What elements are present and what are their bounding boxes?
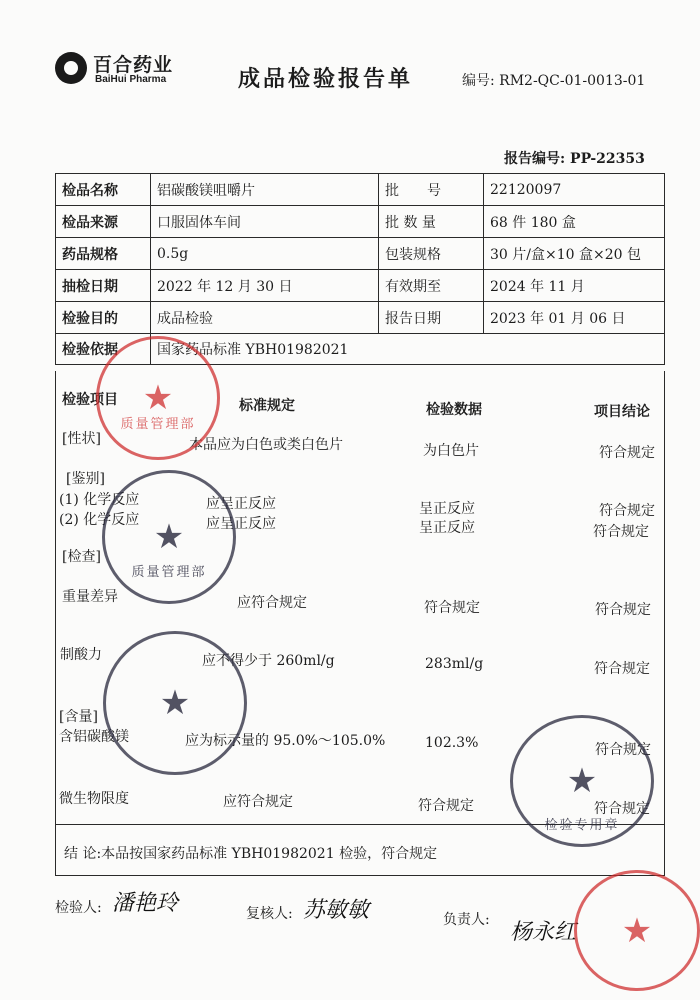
acid-item: 制酸力 xyxy=(60,647,102,663)
ident1-data: 呈正反应 xyxy=(419,501,475,517)
quality-dept-stamp-blue xyxy=(102,470,236,604)
acid-conclusion: 符合规定 xyxy=(594,661,650,677)
stamp-star-icon: ★ xyxy=(566,761,598,801)
batch-label: 批 号 xyxy=(379,174,484,206)
micro-standard: 应符合规定 xyxy=(223,794,293,810)
inspector-signature: 潘艳玲 xyxy=(112,891,179,916)
document-number xyxy=(462,70,645,90)
responsible-label: 负责人: xyxy=(443,912,490,928)
weight-item: 重量差异 xyxy=(62,589,118,605)
check-section: [检查] xyxy=(62,549,101,565)
responsible-stamp-red xyxy=(574,870,700,991)
acid-standard: 应不得少于 260ml/g xyxy=(202,653,335,669)
content-standard: 应为标示量的 95.0%～105.0% xyxy=(185,733,386,749)
stamp-star-icon: ★ xyxy=(621,910,653,951)
inspection-seal xyxy=(510,715,654,847)
micro-item: 微生物限度 xyxy=(59,791,129,807)
quantity-value: 68 件 180 盒 xyxy=(484,206,665,238)
company-logo xyxy=(55,50,195,90)
report-date-value: 2023 年 01 月 06 日 xyxy=(484,302,665,334)
weight-standard: 应符合规定 xyxy=(237,595,307,611)
conclusion-text: 结 论:本品按国家药品标准 YBH01982021 检验，符合规定 xyxy=(64,846,438,862)
stamp-star-icon: ★ xyxy=(142,378,174,418)
ident1-item: (1) 化学反应 xyxy=(59,492,140,508)
traits-data: 为白色片 xyxy=(423,443,479,459)
batch-value: 22120097 xyxy=(484,174,665,206)
source-value: 口服固体车间 xyxy=(151,206,379,238)
micro-conclusion: 符合规定 xyxy=(594,801,650,817)
report-number xyxy=(504,148,645,168)
micro-data: 符合规定 xyxy=(418,798,474,814)
spec-label: 药品规格 xyxy=(56,238,151,270)
ident2-item: (2) 化学反应 xyxy=(59,512,140,528)
acid-data: 283ml/g xyxy=(425,656,484,672)
traits-conclusion: 符合规定 xyxy=(599,445,655,461)
header-standard: 标准规定 xyxy=(239,398,295,414)
sampling-date-value: 2022 年 12 月 30 日 xyxy=(151,270,379,302)
content-data: 102.3% xyxy=(425,735,479,751)
logo-chinese-name: 百合药业 xyxy=(93,54,174,76)
stamp-star-icon: ★ xyxy=(153,517,185,557)
document-number-label: 编号: xyxy=(462,73,495,89)
inspector-label: 检验人: xyxy=(55,900,102,916)
content-section: [含量] xyxy=(59,709,98,725)
document-number-value: RM2-QC-01-0013-01 xyxy=(499,73,646,89)
source-label: 检品来源 xyxy=(56,206,151,238)
expiry-value: 2024 年 11 月 xyxy=(484,270,665,302)
ident-section: [鉴别] xyxy=(66,471,105,487)
product-name-label: 检品名称 xyxy=(56,174,151,206)
ident2-conclusion: 符合规定 xyxy=(593,524,649,540)
basis-label: 检验依据 xyxy=(56,334,151,365)
stamp-star-icon: ★ xyxy=(159,683,191,723)
quantity-label: 批 数 量 xyxy=(379,206,484,238)
basis-value: 国家药品标准 YBH01982021 xyxy=(151,334,665,365)
header-item: 检验项目 xyxy=(62,392,118,408)
company-stamp-blue xyxy=(103,631,247,775)
logo-english-name: BaiHui Pharma xyxy=(95,74,167,85)
stamp-label: 质量管理部 xyxy=(120,417,196,432)
responsible-signature: 杨永红 xyxy=(510,920,577,945)
stamp-label: 质量管理部 xyxy=(131,565,207,580)
header-conclusion: 项目结论 xyxy=(594,404,650,420)
content-conclusion: 符合规定 xyxy=(595,742,651,758)
package-value: 30 片/盒×10 盒×20 包 xyxy=(484,238,665,270)
weight-data: 符合规定 xyxy=(424,600,480,616)
package-label: 包装规格 xyxy=(379,238,484,270)
report-number-value: PP-22353 xyxy=(570,151,645,167)
ident2-data: 呈正反应 xyxy=(419,520,475,536)
sampling-date-label: 抽检日期 xyxy=(56,270,151,302)
purpose-label: 检验目的 xyxy=(56,302,151,334)
content-item: 含铝碳酸镁 xyxy=(59,729,129,745)
weight-conclusion: 符合规定 xyxy=(595,602,651,618)
quality-dept-stamp-red xyxy=(96,336,220,460)
ident2-standard: 应呈正反应 xyxy=(206,516,276,532)
spec-value: 0.5g xyxy=(151,238,379,270)
header-data: 检验数据 xyxy=(426,402,482,418)
product-name-value: 铝碳酸镁咀嚼片 xyxy=(151,174,379,206)
reviewer-label: 复核人: xyxy=(246,906,293,922)
expiry-label: 有效期至 xyxy=(379,270,484,302)
inspection-seal-label: 检验专用章 xyxy=(544,818,620,833)
report-date-label: 报告日期 xyxy=(379,302,484,334)
traits-standard: 本品应为白色或类白色片 xyxy=(189,437,343,453)
report-number-label: 报告编号: xyxy=(504,151,566,167)
logo-icon xyxy=(55,52,87,84)
purpose-value: 成品检验 xyxy=(151,302,379,334)
reviewer-signature: 苏敏敏 xyxy=(303,898,370,923)
document-title: 成品检验报告单 xyxy=(238,67,414,92)
ident1-standard: 应呈正反应 xyxy=(206,496,276,512)
ident1-conclusion: 符合规定 xyxy=(599,503,655,519)
traits-section: [性状] xyxy=(62,431,101,447)
